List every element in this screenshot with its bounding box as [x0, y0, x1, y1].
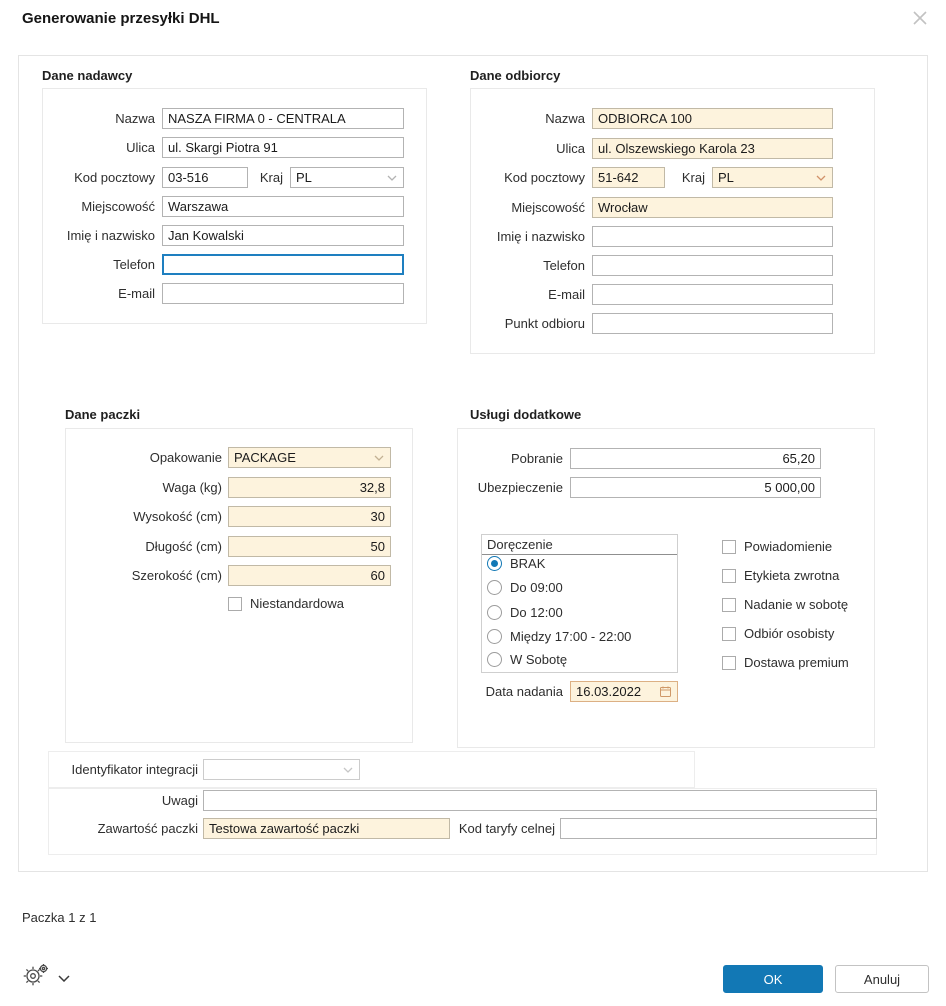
ok-button[interactable]: OK	[723, 965, 823, 993]
extra-dostawa-premium[interactable]	[722, 655, 849, 670]
recipient-telefon-input[interactable]	[592, 255, 833, 276]
sender-imie-label: Imię i nazwisko	[66, 228, 155, 243]
package-waga-label: Waga (kg)	[162, 480, 222, 495]
sender-email-input[interactable]	[162, 283, 404, 304]
niestandardowa-checkbox[interactable]	[228, 597, 242, 611]
package-opakowanie-value: PACKAGE	[234, 450, 296, 465]
dialog-title: Generowanie przesyłki DHL	[22, 10, 220, 27]
recipient-section-title: Dane odbiorcy	[470, 68, 561, 83]
services-pobranie-label: Pobranie	[510, 451, 563, 466]
dostawa-premium-checkbox[interactable]	[722, 656, 736, 670]
extra-odbior-osobisty[interactable]	[722, 626, 834, 641]
delivery-option-label: Do 12:00	[510, 605, 563, 620]
sender-kod-pocztowy-input[interactable]: 03-516	[162, 167, 248, 188]
sender-ulica-input[interactable]: ul. Skargi Piotra 91	[162, 137, 404, 158]
sender-kraj-select[interactable]	[290, 167, 404, 188]
delivery-option-label: W Sobotę	[510, 652, 568, 667]
recipient-miejscowosc-input[interactable]: Wrocław	[592, 197, 833, 218]
delivery-option-label: BRAK	[510, 556, 546, 571]
gear-icon	[22, 963, 50, 992]
calendar-icon[interactable]	[660, 686, 671, 697]
data-nadania-value: 16.03.2022	[576, 684, 642, 699]
radio-icon[interactable]	[487, 652, 502, 667]
recipient-ulica-input[interactable]: ul. Olszewskiego Karola 23	[592, 138, 833, 159]
recipient-imie-label: Imię i nazwisko	[496, 229, 585, 244]
nadanie-w-sobote-checkbox[interactable]	[722, 598, 736, 612]
chevron-down-icon	[58, 969, 70, 987]
delivery-group-title: Doręczenie	[482, 535, 677, 555]
chevron-down-icon	[387, 175, 397, 181]
recipient-kod-pocztowy-input[interactable]: 51-642	[592, 167, 665, 188]
recipient-kraj-label: Kraj	[681, 170, 705, 185]
sender-email-label: E-mail	[118, 286, 155, 301]
sender-nazwa-label: Nazwa	[115, 111, 155, 126]
package-pager-info: Paczka 1 z 1	[22, 910, 97, 925]
package-wysokosc-label: Wysokość (cm)	[133, 509, 222, 524]
powiadomienie-checkbox[interactable]	[722, 540, 736, 554]
data-nadania-input[interactable]	[570, 681, 678, 702]
services-pobranie-input[interactable]: 65,20	[570, 448, 821, 469]
identyfikator-integracji-label: Identyfikator integracji	[71, 762, 198, 777]
recipient-imie-input[interactable]	[592, 226, 833, 247]
chevron-down-icon	[374, 455, 384, 461]
chevron-down-icon	[343, 767, 353, 773]
identyfikator-integracji-select[interactable]	[203, 759, 360, 780]
radio-icon[interactable]	[487, 580, 502, 595]
uwagi-input[interactable]	[203, 790, 877, 811]
package-wysokosc-input[interactable]: 30	[228, 506, 391, 527]
recipient-nazwa-label: Nazwa	[545, 111, 585, 126]
package-niestandardowa-checkbox-item[interactable]	[228, 596, 344, 611]
zawartosc-paczki-input[interactable]: Testowa zawartość paczki	[203, 818, 450, 839]
uwagi-label: Uwagi	[161, 793, 198, 808]
kod-taryfy-celnej-label: Kod taryfy celnej	[458, 821, 555, 836]
kod-taryfy-celnej-input[interactable]	[560, 818, 877, 839]
sender-telefon-label: Telefon	[113, 257, 155, 272]
package-section-title: Dane paczki	[65, 407, 141, 422]
package-dlugosc-input[interactable]: 50	[228, 536, 391, 557]
extra-checkbox-label: Etykieta zwrotna	[744, 568, 840, 583]
services-section-title: Usługi dodatkowe	[470, 407, 582, 422]
extra-checkbox-label: Dostawa premium	[744, 655, 849, 670]
radio-icon[interactable]	[487, 629, 502, 644]
recipient-email-label: E-mail	[548, 287, 585, 302]
close-icon[interactable]	[908, 6, 932, 30]
radio-icon[interactable]	[487, 605, 502, 620]
niestandardowa-checkbox-label: Niestandardowa	[250, 596, 344, 611]
delivery-option-miedzy-1700-2200[interactable]	[487, 629, 631, 644]
package-waga-input[interactable]: 32,8	[228, 477, 391, 498]
settings-menu-button[interactable]	[22, 963, 70, 992]
services-ubezpieczenie-input[interactable]: 5 000,00	[570, 477, 821, 498]
services-ubezpieczenie-label: Ubezpieczenie	[477, 480, 563, 495]
recipient-telefon-label: Telefon	[543, 258, 585, 273]
sender-nazwa-input[interactable]: NASZA FIRMA 0 - CENTRALA	[162, 108, 404, 129]
etykieta-zwrotna-checkbox[interactable]	[722, 569, 736, 583]
zawartosc-paczki-label: Zawartość paczki	[97, 821, 198, 836]
delivery-option-do-0900[interactable]	[487, 580, 563, 595]
recipient-miejscowosc-label: Miejscowość	[511, 200, 585, 215]
extra-checkbox-label: Odbiór osobisty	[744, 626, 835, 641]
package-szerokosc-input[interactable]: 60	[228, 565, 391, 586]
sender-section-title: Dane nadawcy	[42, 68, 133, 83]
delivery-option-label: Do 09:00	[510, 580, 563, 595]
sender-ulica-label: Ulica	[126, 140, 155, 155]
extra-powiadomienie[interactable]	[722, 539, 832, 554]
delivery-option-w-sobote[interactable]	[487, 652, 567, 667]
recipient-punkt-odbioru-label: Punkt odbioru	[504, 316, 585, 331]
package-dlugosc-label: Długość (cm)	[145, 539, 222, 554]
data-nadania-label: Data nadania	[485, 684, 563, 699]
sender-kraj-value: PL	[296, 170, 312, 185]
recipient-kod-pocztowy-label: Kod pocztowy	[504, 170, 585, 185]
chevron-down-icon	[816, 175, 826, 181]
radio-selected-icon[interactable]	[487, 556, 502, 571]
package-opakowanie-select[interactable]	[228, 447, 391, 468]
recipient-punkt-odbioru-input[interactable]	[592, 313, 833, 334]
sender-miejscowosc-input[interactable]: Warszawa	[162, 196, 404, 217]
sender-kod-pocztowy-label: Kod pocztowy	[74, 170, 155, 185]
delivery-option-do-1200[interactable]	[487, 605, 563, 620]
recipient-email-input[interactable]	[592, 284, 833, 305]
package-opakowanie-label: Opakowanie	[149, 450, 222, 465]
odbior-osobisty-checkbox[interactable]	[722, 627, 736, 641]
extra-nadanie-w-sobote[interactable]	[722, 597, 848, 612]
extra-checkbox-label: Nadanie w sobotę	[744, 597, 849, 612]
sender-miejscowosc-label: Miejscowość	[81, 199, 155, 214]
extra-etykieta-zwrotna[interactable]	[722, 568, 839, 583]
recipient-nazwa-input[interactable]: ODBIORCA 100	[592, 108, 833, 129]
package-szerokosc-label: Szerokość (cm)	[131, 568, 222, 583]
extra-checkbox-label: Powiadomienie	[744, 539, 833, 554]
sender-kraj-label: Kraj	[259, 170, 283, 185]
cancel-button[interactable]: Anuluj	[835, 965, 929, 993]
delivery-option-label: Między 17:00 - 22:00	[510, 629, 632, 644]
recipient-ulica-label: Ulica	[556, 141, 585, 156]
sender-imie-input[interactable]: Jan Kowalski	[162, 225, 404, 246]
sender-telefon-input[interactable]	[162, 254, 404, 275]
delivery-option-brak[interactable]	[487, 556, 545, 571]
recipient-kraj-value: PL	[718, 170, 734, 185]
recipient-kraj-select[interactable]	[712, 167, 833, 188]
